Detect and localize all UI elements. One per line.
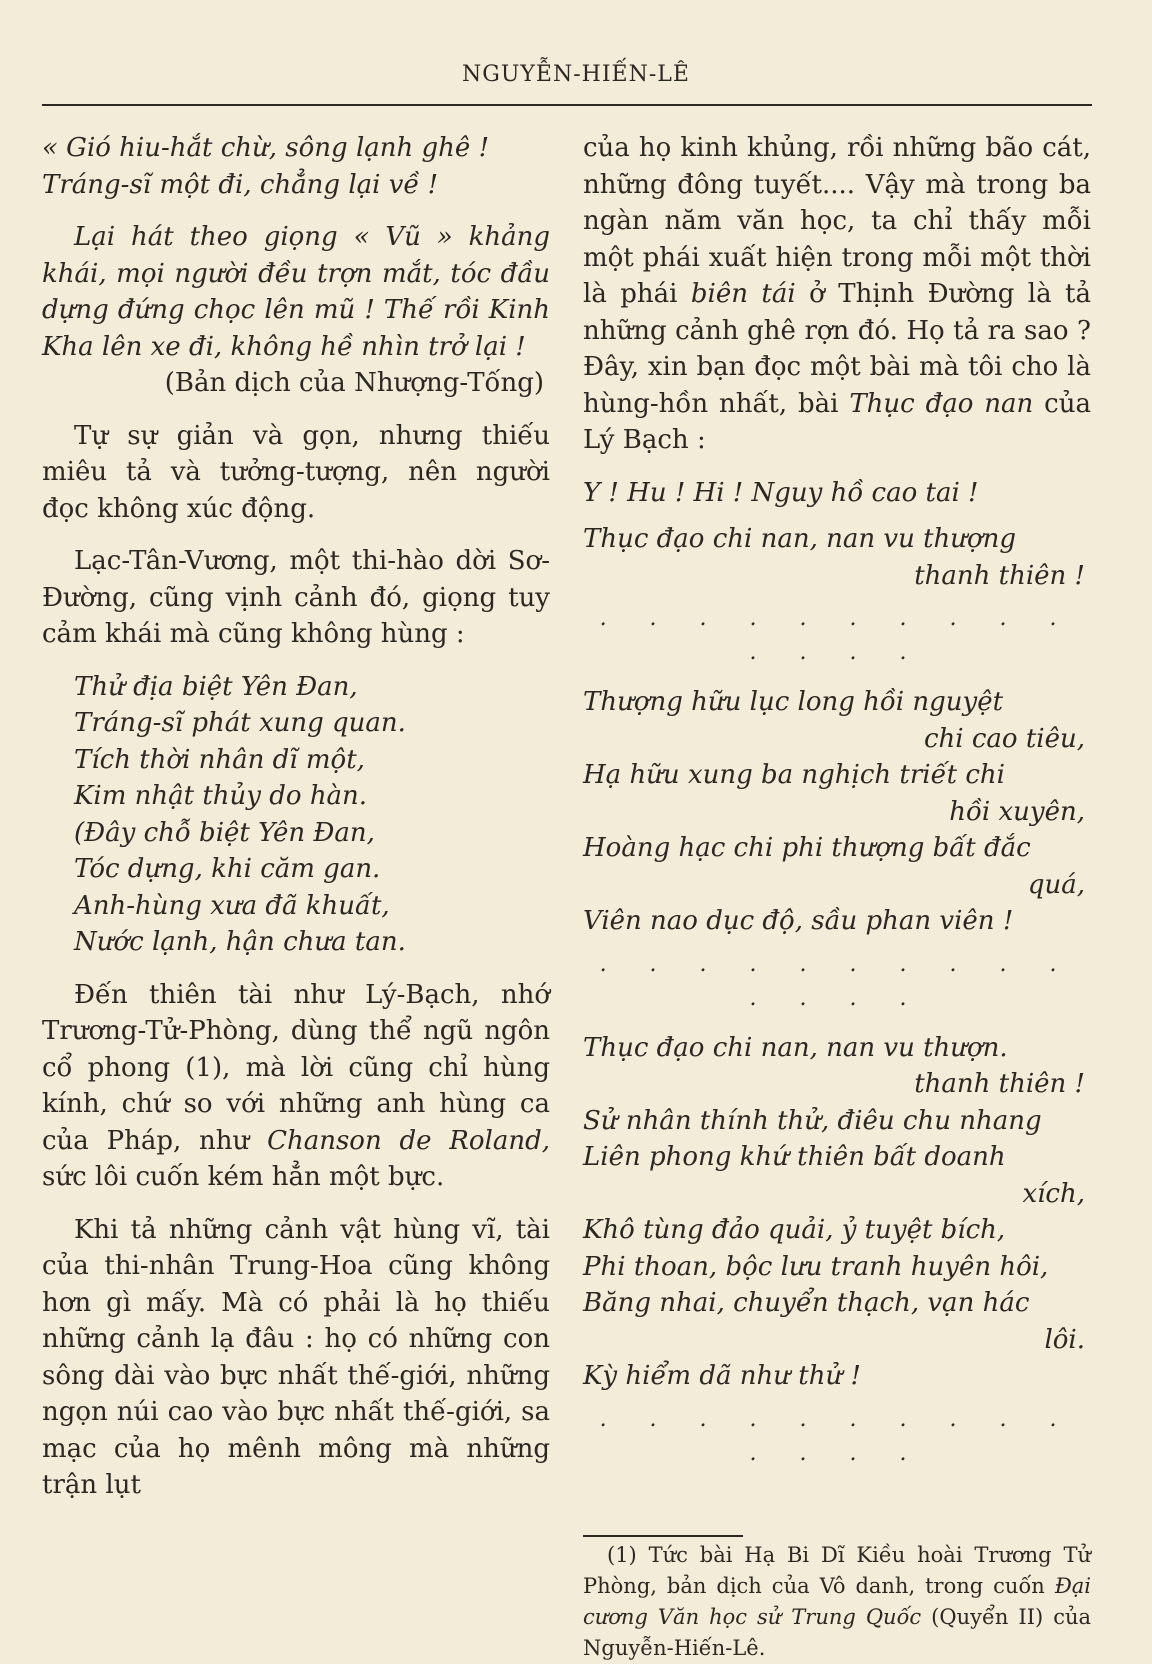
poem-line: Thục đạo chi nan, nan vu thượn. <box>583 1032 1008 1063</box>
poem-3 <box>583 475 1091 1471</box>
poem-line-cont: lôi. <box>1044 1324 1085 1355</box>
poem-line: Hạ hữu xung ba nghịch triết chi <box>583 760 1005 790</box>
poem-line: Liên phong khứ thiên bất doanh <box>583 1142 1006 1172</box>
poem-line-cont: chi cao tiêu, <box>923 723 1085 754</box>
text-run: ở Thịnh Đường là tả những cảnh ghê rợn đó. Họ tả ra sao ? Đây, xin bạn đọc một bài mà tôi cho là hùng-hồn nhất, bài <box>583 279 1091 419</box>
emphasis: biên tái <box>690 279 796 309</box>
footnote <box>583 1540 1091 1664</box>
text-run: sức lôi cuốn kém hẳn một bực. <box>42 1162 445 1192</box>
text-run: của Lý Bạch : <box>583 388 1091 455</box>
poem-line: Thục đạo chi nan, nan vu thượng <box>583 524 1017 554</box>
work-title: Thục đạo nan <box>849 388 1034 419</box>
poem-line: Thượng hữu lục long hồi nguyệt <box>583 687 1004 717</box>
poem-line-cont: quá, <box>1027 869 1085 900</box>
poem-2 <box>42 669 550 961</box>
work-title: Chanson de Roland, <box>267 1125 550 1156</box>
footnote-rule <box>583 1535 743 1537</box>
paragraph: Tự sự giản và gọn, nhưng thiếu miêu tả và tưởng-tượng, nên người đọc không xúc động. <box>42 420 550 524</box>
ellipsis-dots: . . . . . . . . . . . . . . <box>599 606 1075 665</box>
poem-line: Nước lạnh, hận chưa tan. <box>74 927 406 957</box>
text-run: (1) Tức bài Hạ Bi Dĩ Kiều hoài Trương Tử Phòng, bản dịch của Vô danh, trong cuốn <box>583 1543 1091 1598</box>
poem-line: « Gió hiu-hắt chừ, sông lạnh ghê ! <box>42 133 490 163</box>
poem-line: Anh-hùng xưa đã khuất, <box>74 890 390 921</box>
right-column <box>583 130 1091 1485</box>
running-header: NGUYỄN-HIẾN-LÊ <box>462 62 690 87</box>
text-run: của họ kinh khủng, rồi những bão cát, những đông tuyết.... Vậy mà trong ba ngàn năm văn học, ta chỉ thấy mỗi một phái xuất hiện trong mỗi một thời là phái <box>583 133 1091 309</box>
poem-line: Sử nhân thính thử, điêu chu nhang <box>583 1105 1042 1136</box>
poem-line-cont: thanh thiên ! <box>914 1069 1085 1099</box>
text-run: (Quyển II) của Nguyễn-Hiến-Lê. <box>583 1605 1091 1660</box>
book-title: Đại cương Văn học sử Trung Quốc <box>583 1574 1091 1629</box>
poem-1 <box>42 130 550 203</box>
footnote-text <box>583 1540 1091 1664</box>
poem-line-cont: hồi xuyên, <box>949 796 1085 827</box>
paragraph <box>583 130 1091 459</box>
text-run: Đến thiên tài như Lý-Bạch, nhớ Trương-Tử-Phòng, dùng thể ngũ ngôn cổ phong (1), mà lời cũng chỉ hùng kính, chứ so với những anh hùng ca của Pháp, như <box>42 979 550 1156</box>
poem-line: Tóc dựng, khi căm gan. <box>74 854 381 884</box>
poem-line: Khô tùng đảo quải, ỷ tuyệt bích, <box>583 1215 1006 1245</box>
poem-line: Kỳ hiểm dã như thử ! <box>583 1361 861 1391</box>
poem-line: (Đây chỗ biệt Yên Đan, <box>74 817 375 848</box>
left-column <box>42 130 550 1520</box>
poem-line: Phi thoan, bộc lưu tranh huyên hôi, <box>583 1251 1049 1282</box>
ellipsis-dots: . . . . . . . . . . . . . . <box>599 951 1075 1011</box>
paragraph: Lạc-Tân-Vương, một thi-hào dời Sơ-Đường, cũng vịnh cảnh đó, giọng tuy cảm khái mà cũng không hùng : <box>42 546 550 649</box>
poem-line: Hoàng hạc chi phi thượng bất đắc <box>583 833 1031 863</box>
header-rule <box>42 104 1092 106</box>
paragraph: Lại hát theo giọng « Vũ » khảng khái, mọi người đều trợn mắt, tóc đầu dựng đứng chọc lên mũ ! Thế rồi Kinh Kha lên xe đi, không hề nhìn trở lại ! <box>42 222 550 362</box>
poem-line: Viên nao dục độ, sầu phan viên ! <box>583 906 1014 936</box>
poem-line: Tích thời nhân dĩ một, <box>74 744 365 775</box>
ellipsis-dots: . . . . . . . . . . . . . . <box>599 1406 1075 1466</box>
poem-line: Tráng-sĩ phát xung quan. <box>74 708 406 738</box>
poem-line: Thử địa biệt Yên Đan, <box>74 671 358 702</box>
paragraph <box>42 977 550 1196</box>
poem-line: Tráng-sĩ một đi, chẳng lại về ! <box>42 169 439 200</box>
poem-line-cont: xích, <box>1022 1178 1085 1209</box>
poem-line: Băng nhai, chuyển thạch, vạn hác <box>583 1288 1030 1318</box>
translator-credit: (Bản dịch của Nhượng-Tống) <box>164 368 544 398</box>
poem-line: Y ! Hu ! Hi ! Nguy hồ cao tai ! <box>583 477 979 508</box>
poem-line-cont: thanh thiên ! <box>914 560 1085 591</box>
poem-line: Kim nhật thủy do hàn. <box>74 781 368 811</box>
paragraph: Khi tả những cảnh vật hùng vĩ, tài của thi-nhân Trung-Hoa cũng không hơn gì mấy. Mà có phải là họ thiếu những cảnh lạ đâu : họ có những con sông dài vào bực nhất thế-giới, những ngọn núi cao vào bực nhất thế-giới, sa mạc của họ mênh mông mà những trận lụt <box>42 1214 550 1500</box>
